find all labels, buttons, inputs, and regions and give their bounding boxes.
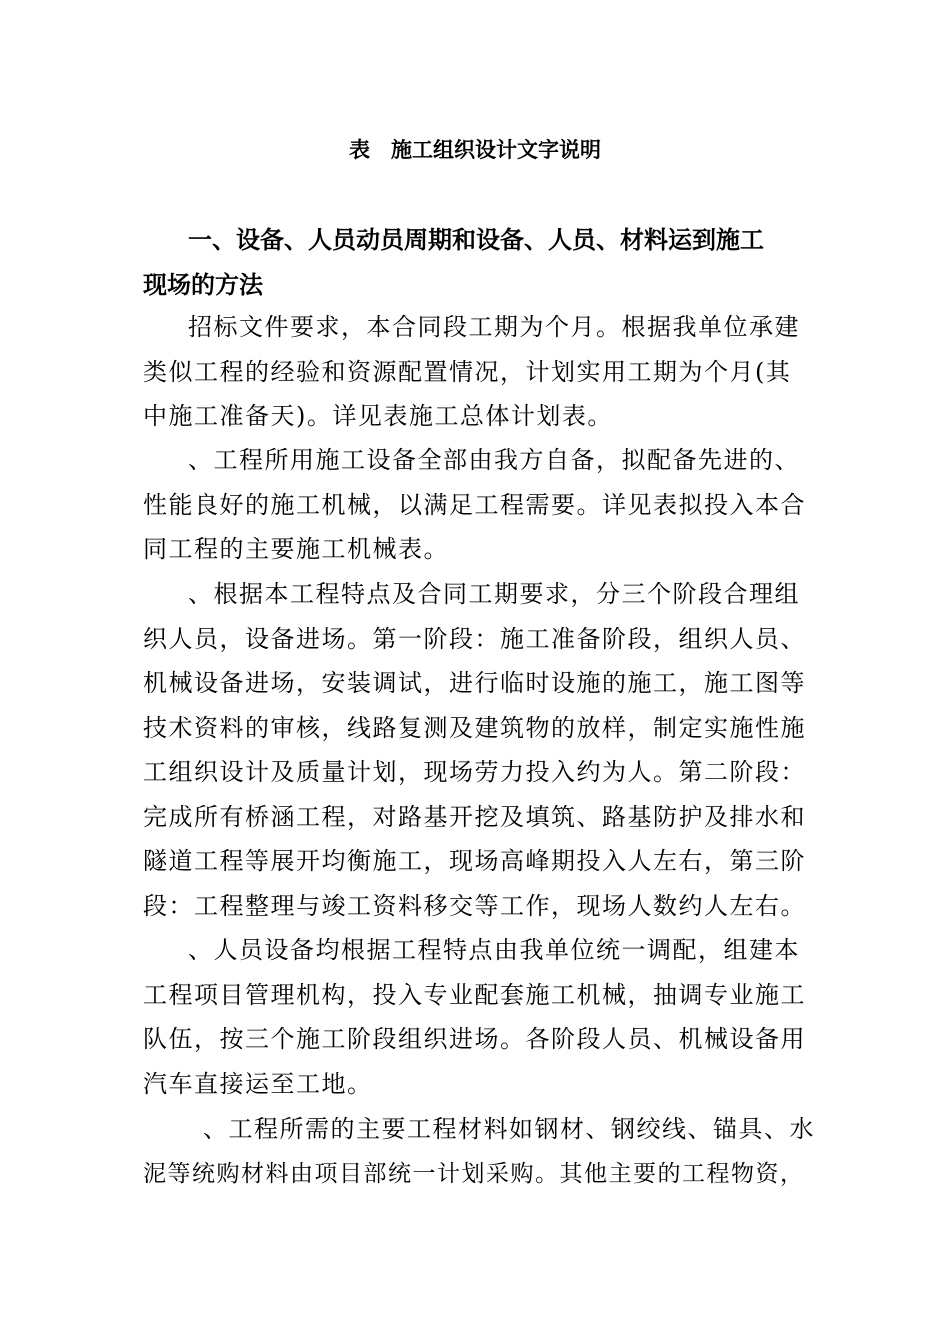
text-line: 隧道工程等展开均衡施工，现场高峰期投入人左右，第三阶 [143, 847, 806, 875]
text-line: 、工程所需的主要工程材料如钢材、钢绞线、锚具、水 [203, 1115, 815, 1143]
text-line: 机械设备进场，安装调试，进行临时设施的施工，施工图等 [143, 669, 806, 697]
text-line: 工程项目管理机构，投入专业配套施工机械，抽调专业施工 [143, 980, 806, 1009]
paragraph-3 [143, 572, 815, 928]
text-line: 工组织设计及质量计划，现场劳力投入约为人。第二阶段： [143, 758, 806, 786]
heading-line: 现场的方法 [143, 271, 263, 299]
paragraph-5 [143, 1107, 815, 1196]
text-line: 织人员，设备进场。第一阶段：施工准备阶段，组织人员、 [143, 624, 806, 653]
text-line: 类似工程的经验和资源配置情况，计划实用工期为个月(其 [143, 357, 792, 386]
paragraph-1 [143, 305, 815, 439]
text-line: 泥等统购材料由项目部统一计划采购。其他主要的工程物资， [143, 1160, 805, 1187]
section-heading [143, 218, 813, 308]
text-line: 技术资料的审核，线路复测及建筑物的放样，制定实施性施 [143, 713, 806, 742]
text-line: 招标文件要求，本合同段工期为个月。根据我单位承建 [188, 313, 800, 341]
heading-line: 一、设备、人员动员周期和设备、人员、材料运到施工 [188, 226, 764, 254]
text-line: 、人员设备均根据工程特点由我单位统一调配，组建本 [188, 936, 800, 964]
text-line: 性能良好的施工机械，以满足工程需要。详见表拟投入本合 [143, 490, 806, 519]
text-line: 、根据本工程特点及合同工期要求，分三个阶段合理组 [188, 580, 800, 608]
document-title: 表 施工组织设计文字说明 [349, 138, 601, 162]
paragraph-2 [143, 438, 815, 572]
text-line: 段：工程整理与竣工资料移交等工作，现场人数约人左右。 [143, 891, 806, 920]
text-line: 同工程的主要施工机械表。 [143, 535, 449, 563]
text-line: 中施工准备天)。详见表施工总体计划表。 [143, 402, 613, 430]
text-line: 、工程所用施工设备全部由我方自备，拟配备先进的、 [188, 446, 800, 474]
text-line: 汽车直接运至工地。 [143, 1069, 373, 1098]
text-line: 完成所有桥涵工程，对路基开挖及填筑、路基防护及排水和 [143, 802, 806, 831]
text-line: 队伍，按三个施工阶段组织进场。各阶段人员、机械设备用 [143, 1025, 806, 1053]
paragraph-4 [143, 928, 815, 1106]
